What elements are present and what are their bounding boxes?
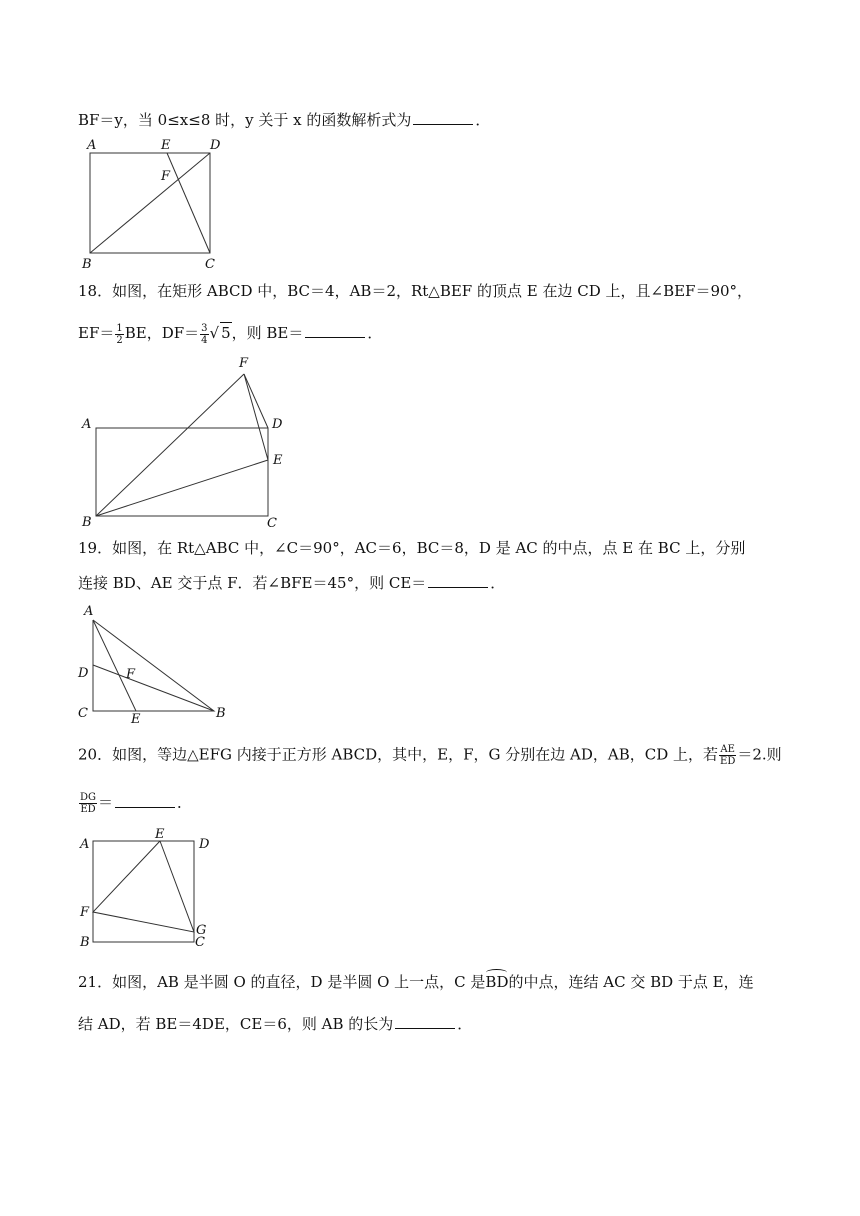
- q20-line1: [78, 744, 782, 767]
- fraction-three-quarters: $\frac{3}{4}$: [201, 322, 208, 346]
- label-f: F: [126, 667, 136, 682]
- answer-blank: [395, 1014, 455, 1029]
- q18-line2: [78, 322, 382, 346]
- label-e: E: [131, 712, 141, 727]
- q17-end: ．: [475, 111, 491, 129]
- label-c: C: [267, 516, 277, 531]
- q21-text-b: 的中点，连结 AC 交 BD 于点 E，连: [508, 973, 754, 991]
- q21-text-c: 结 AD，若 BE＝4DE，CE＝6，则 AB 的长为: [78, 1015, 394, 1033]
- segment-ae: [93, 620, 136, 711]
- triangle-efg: [93, 841, 194, 932]
- fraction-ae-ed: $\frac{AE}{ED}$: [720, 744, 736, 767]
- sqrt-radicand: 5: [221, 324, 231, 342]
- q21-end: ．: [457, 1015, 473, 1033]
- label-g: G: [196, 923, 207, 938]
- answer-blank: [413, 110, 473, 125]
- label-b: B: [82, 257, 92, 272]
- q21-line2: [78, 1014, 472, 1034]
- figure-18: [78, 350, 298, 532]
- figure-19: [78, 600, 238, 728]
- fraction-dg-ed: $\frac{DG}{ED}$: [80, 792, 97, 815]
- label-c: C: [195, 935, 205, 950]
- segment-be: [96, 460, 268, 516]
- q18-text-b: BE，DF＝: [124, 324, 200, 342]
- q19-end: ．: [490, 574, 506, 592]
- label-a: A: [80, 837, 90, 852]
- triangle-acb: [93, 620, 214, 711]
- q20-text-b: ＝2.则: [737, 745, 782, 764]
- segment-fe: [244, 374, 268, 460]
- q19-line2: [78, 573, 505, 593]
- label-a: A: [87, 138, 97, 153]
- label-e: E: [155, 827, 165, 842]
- q19-text: 连接 BD、AE 交于点 F．若∠BFE＝45°，则 CE＝: [78, 574, 427, 592]
- label-f: F: [80, 905, 90, 920]
- q18-text-c: ，则 BE＝: [231, 324, 304, 342]
- answer-blank: [428, 573, 488, 588]
- q17-text: BF＝y，当 0≤x≤8 时，y 关于 x 的函数解析式为: [78, 111, 412, 129]
- label-f: F: [239, 356, 249, 371]
- label-b: B: [82, 515, 92, 530]
- label-a: A: [82, 417, 92, 432]
- segment-ec: [167, 153, 210, 253]
- label-f: F: [161, 169, 171, 184]
- segment-bd: [90, 153, 210, 253]
- label-b: B: [80, 935, 90, 950]
- label-e: E: [161, 138, 171, 153]
- label-d: D: [199, 837, 210, 852]
- label-b: B: [216, 706, 226, 721]
- q20-end: ．: [177, 793, 193, 812]
- segment-db: [93, 665, 214, 711]
- q17-line: [78, 110, 490, 130]
- label-c: C: [78, 706, 88, 721]
- arc-bd: BD: [485, 973, 509, 991]
- q18-text-a: EF＝: [78, 324, 115, 342]
- label-d: D: [272, 417, 283, 432]
- q19-line1: 19．如图，在 Rt△ABC 中，∠C＝90°，AC＝6，BC＝8，D 是 AC 的中点，点 E 在 BC 上，分别: [78, 539, 746, 557]
- figure-17: [78, 135, 238, 275]
- label-a: A: [84, 604, 94, 619]
- answer-blank: [305, 323, 365, 338]
- q20-line2: [78, 792, 192, 815]
- fraction-one-half: $\frac{1}{2}$: [116, 322, 123, 346]
- label-d: D: [210, 138, 221, 153]
- label-c: C: [205, 257, 215, 272]
- sqrt-symbol: √: [209, 324, 220, 342]
- segment-fd: [244, 374, 268, 428]
- q20-text-a: 20．如图，等边△EFG 内接于正方形 ABCD，其中，E，F，G 分别在边 AD，AB，CD 上，若: [78, 745, 719, 764]
- segment-bf: [96, 374, 244, 516]
- q18-line1: 18．如图，在矩形 ABCD 中，BC＝4，AB＝2，Rt△BEF 的顶点 E 在边 CD 上，且∠BEF＝90°，: [78, 282, 753, 300]
- rect-abcd: [96, 428, 268, 516]
- q21-text-a: 21．如图，AB 是半圆 O 的直径，D 是半圆 O 上一点，C 是: [78, 973, 486, 991]
- q21-line1: [78, 972, 754, 992]
- q20-text-c: ＝: [98, 793, 114, 812]
- answer-blank: [115, 793, 175, 808]
- label-e: E: [273, 453, 283, 468]
- label-d: D: [78, 666, 89, 681]
- figure-20: [78, 826, 228, 952]
- q18-end: ．: [367, 324, 383, 342]
